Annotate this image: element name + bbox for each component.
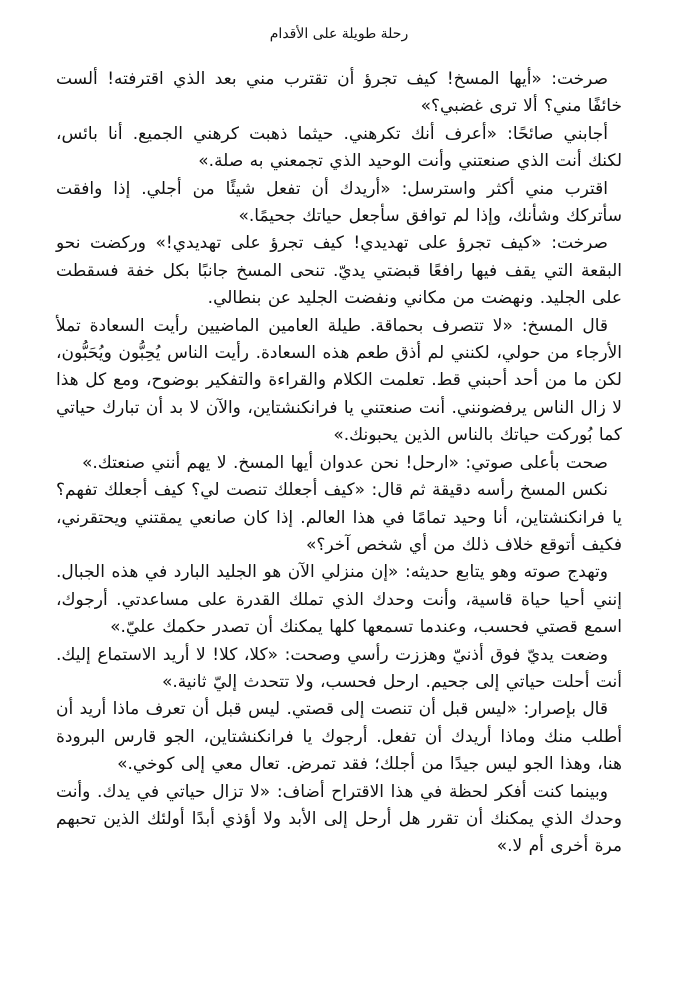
body-text [56, 66, 622, 861]
paragraph-5: قال المسخ: «لا تتصرف بحماقة. طيلة العامين الماضيين رأيت السعادة تملأ الأرجاء من حولي، لكنني لم أذق طعم هذه السعادة. رأيت الناس يُحِبُّون ويُحَبُّون، لكن ما من أحد أحبني قط. تعلمت الكلام والقراءة والتفكير بوضوح، ومع كل هذا لا زال الناس يرفضونني. أنت صنعتني يا فرانكنشتاين، والآن لا بد أن تبارك حياتي كما بُوركت حياتك بالناس الذين يحبونك.» [56, 315, 622, 446]
paragraph-7: نكس المسخ رأسه دقيقة ثم قال: «كيف أجعلك تنصت لي؟ كيف أجعلك تفهم؟ يا فرانكنشتاين، أنا وحيد تمامًا في هذا العالم. إذا كان صانعي يمقتني ويحتقرني، فكيف أتوقع خلاف ذلك من أي شخص آخر؟» [56, 480, 622, 555]
paragraph-9: وضعت يديّ فوق أذنيّ وهززت رأسي وصحت: «كلا، كلا! لا أريد الاستماع إليك. أنت أحلت حياتي إلى جحيم. ارحل فحسب، ولا تتحدث إليّ ثانية.» [56, 644, 622, 692]
paragraph-3: اقترب مني أكثر واسترسل: «أريدك أن تفعل شيئًا من أجلي. إذا وافقت سأتركك وشأنك، وإذا لم توافق سأجعل حياتك جحيمًا.» [56, 178, 622, 227]
paragraph-10: قال بإصرار: «ليس قبل أن تنصت إلى قصتي. ليس قبل أن تعرف ماذا أريد أن أطلب منك وماذا أريدك أن تفعل. أرجوك يا فرانكنشتاين، الجو قارس البرودة هنا، وهذا الجو ليس جيدًا من أجلك؛ فقد تمرض. تعال معي إلى كوخي.» [56, 699, 622, 775]
paragraph-1: صرخت: «أيها المسخ! كيف تجرؤ أن تقترب مني بعد الذي اقترفته! ألست خائفًا مني؟ ألا ترى غضبي؟» [56, 69, 622, 117]
running-header-title: رحلة طويلة على الأقدام [269, 26, 409, 42]
paragraph-6: صحت بأعلى صوتي: «ارحل! نحن عدوان أيها المسخ. لا يهم أنني صنعتك.» [81, 452, 608, 473]
paragraph-11: وبينما كنت أفكر لحظة في هذا الاقتراح أضاف: «لا تزال حياتي في يدك. وأنت وحدك الذي يمكنك أن تقرر هل أرحل إلى الأبد ولا أؤذي أبدًا أولئك الذين تحبهم مرة أخرى أم لا.» [56, 781, 622, 857]
paragraph-8: وتهدج صوته وهو يتابع حديثه: «إن منزلي الآن هو الجليد البارد في هذه الجبال. إنني أحيا حياة قاسية، وأنت وحدك الذي تملك القدرة على مساعدتي. أرجوك، اسمع قصتي فحسب، وعندما تسمعها كلها يمكنك أن تصدر حكمك عليّ.» [56, 562, 622, 638]
paragraph-2: أجابني صائحًا: «أعرف أنك تكرهني. حيثما ذهبت كرهني الجميع. أنا بائس، لكنك أنت الذي صنعتني وأنت الوحيد الذي تجمعني به صلة.» [56, 123, 622, 172]
paragraph-4: صرخت: «كيف تجرؤ على تهديدي! كيف تجرؤ على تهديدي!» وركضت نحو البقعة التي يقف فيها رافعًا قبضتي يديّ. تنحى المسخ جانبًا بكل خفة فسقطت على الجليد. ونهضت من مكاني ونفضت الجليد عن بنطالي. [56, 233, 622, 309]
